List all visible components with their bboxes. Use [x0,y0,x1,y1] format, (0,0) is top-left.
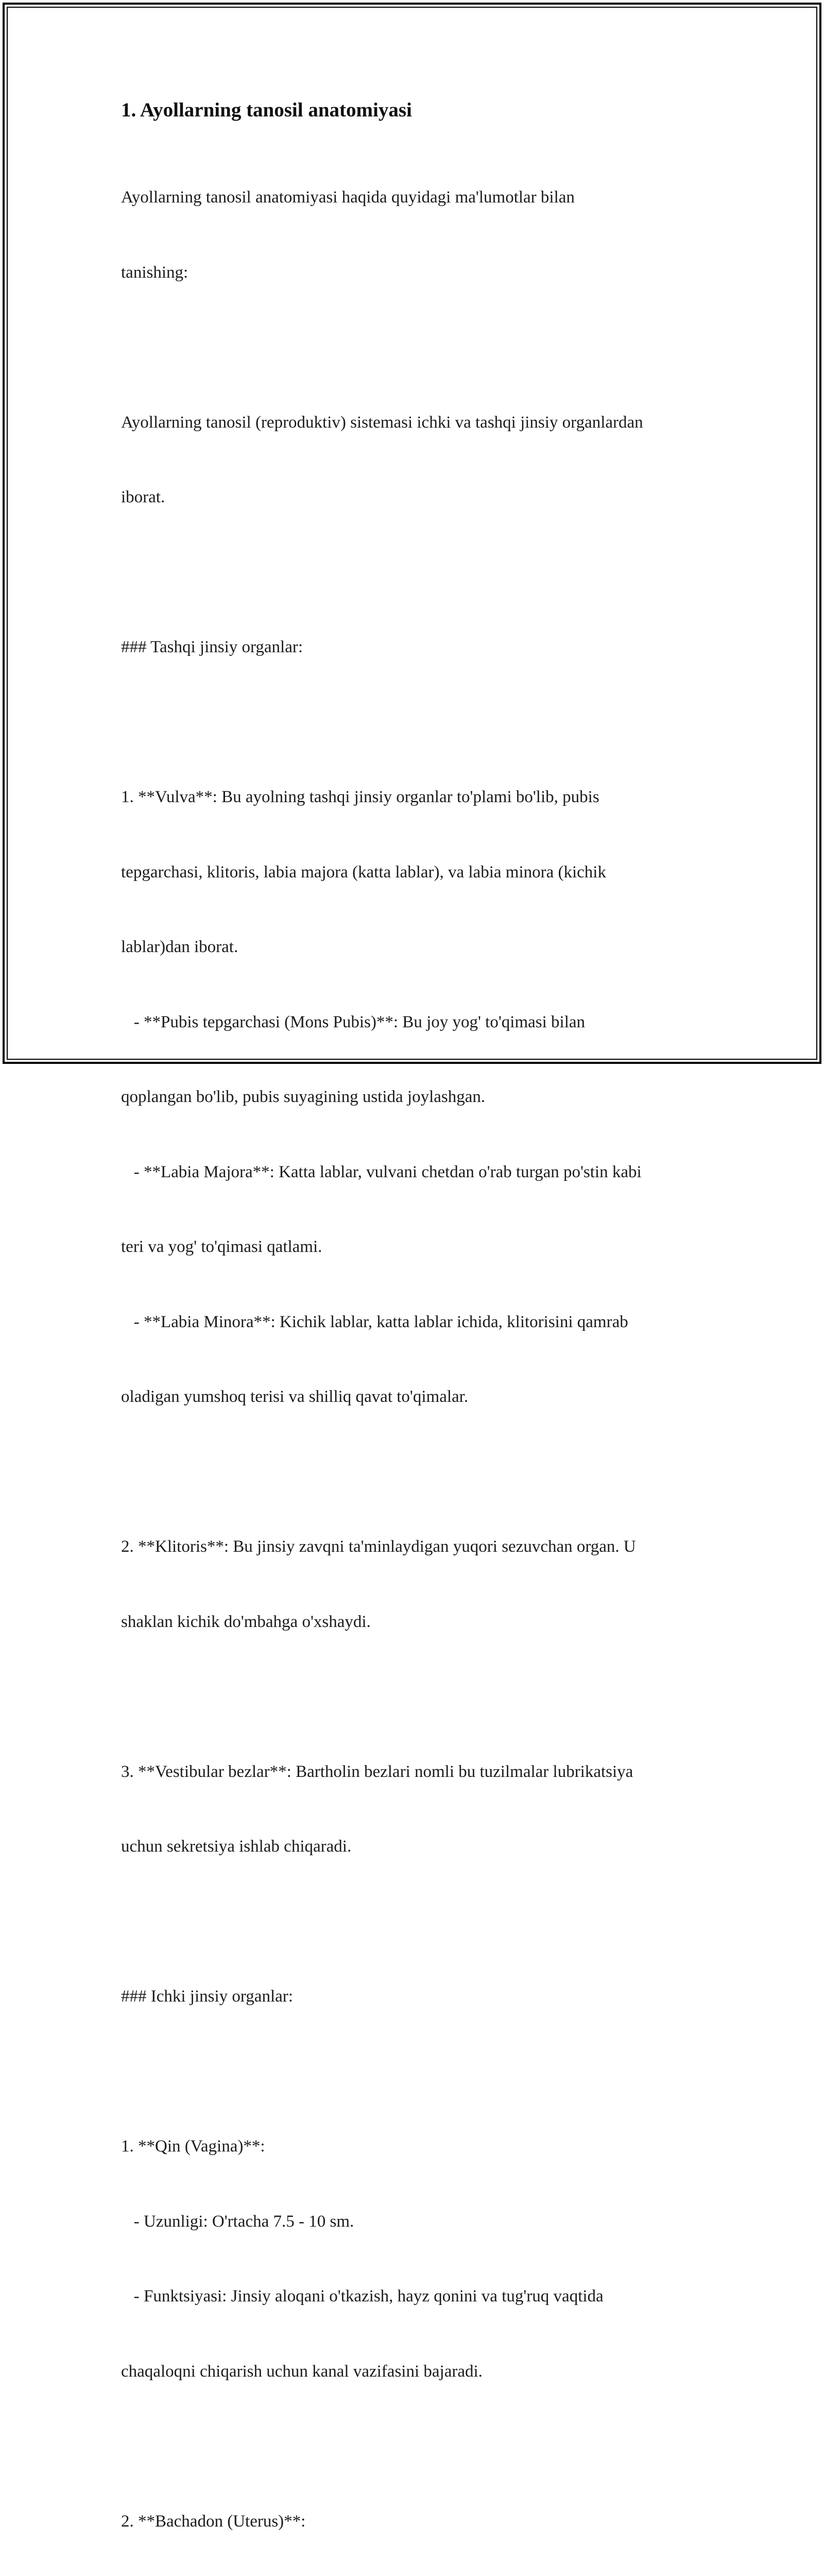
document-page [121,97,713,2576]
text-line: Ayollarning tanosil anatomiyasi haqida quyidagi ma'lumotlar bilan [121,188,575,207]
text-line: tanishing: [121,263,188,282]
text-line: iborat. [121,488,165,506]
list-item: 2. **Klitoris**: Bu jinsiy zavqni ta'minlaydigan yuqori sezuvchan organ. U [121,1537,636,1556]
document-body [121,135,713,2576]
sub-list-item: - Uzunligi: O'rtacha 7.5 - 10 sm. [121,2212,354,2231]
sub-list-item: - **Pubis tepgarchasi (Mons Pubis)**: Bu joy yog' to'qimasi bilan [121,1012,586,1031]
blank-line [121,335,713,360]
text-line: chaqaloqni chiqarish uchun kanal vazifasini bajaradi. [121,2362,483,2381]
blank-line [121,710,713,735]
list-item: 1. **Qin (Vagina)**: [121,2137,265,2156]
blank-line [121,1684,713,1709]
text-line: oladigan yumshoq terisi va shilliq qavat to'qimalar. [121,1387,469,1406]
text-line: teri va yog' to'qimasi qatlami. [121,1238,322,1256]
blank-line [121,2059,713,2084]
sub-list-item: - Funktsiyasi: Jinsiy aloqani o'tkazish, hayz qonini va tug'ruq vaqtida [121,2287,604,2306]
section-heading: ### Ichki jinsiy organlar: [121,1987,293,2006]
text-line: tepgarchasi, klitoris, labia majora (katta lablar), va labia minora (kichik [121,862,606,882]
blank-line [121,560,713,585]
sub-list-item: - **Labia Minora**: Kichik lablar, katta lablar ichida, klitorisini qamrab [121,1312,628,1331]
list-item: 1. **Vulva**: Bu ayolning tashqi jinsiy organlar to'plami bo'lib, pubis [121,788,599,806]
text-line: shaklan kichik do'mbahga o'xshaydi. [121,1612,371,1631]
text-line: Ayollarning tanosil (reproduktiv) sistemasi ichki va tashqi jinsiy organlardan [121,413,643,432]
blank-line [121,1909,713,1935]
text-line: uchun sekretsiya ishlab chiqaradi. [121,1837,352,1856]
text-line: qoplangan bo'lib, pubis suyagining ustida joylashgan. [121,1088,486,1106]
text-line: lablar)dan iborat. [121,938,238,956]
document-title: 1. Ayollarning tanosil anatomiyasi [121,99,412,121]
list-item: 2. **Bachadon (Uterus)**: [121,2512,306,2531]
blank-line [121,2434,713,2459]
blank-line [121,1460,713,1485]
list-item: 3. **Vestibular bezlar**: Bartholin bezlari nomli bu tuzilmalar lubrikatsiya [121,1762,633,1781]
sub-list-item: - **Labia Majora**: Katta lablar, vulvani chetdan o'rab turgan po'stin kabi [121,1162,642,1181]
section-heading: ### Tashqi jinsiy organlar: [121,638,303,656]
